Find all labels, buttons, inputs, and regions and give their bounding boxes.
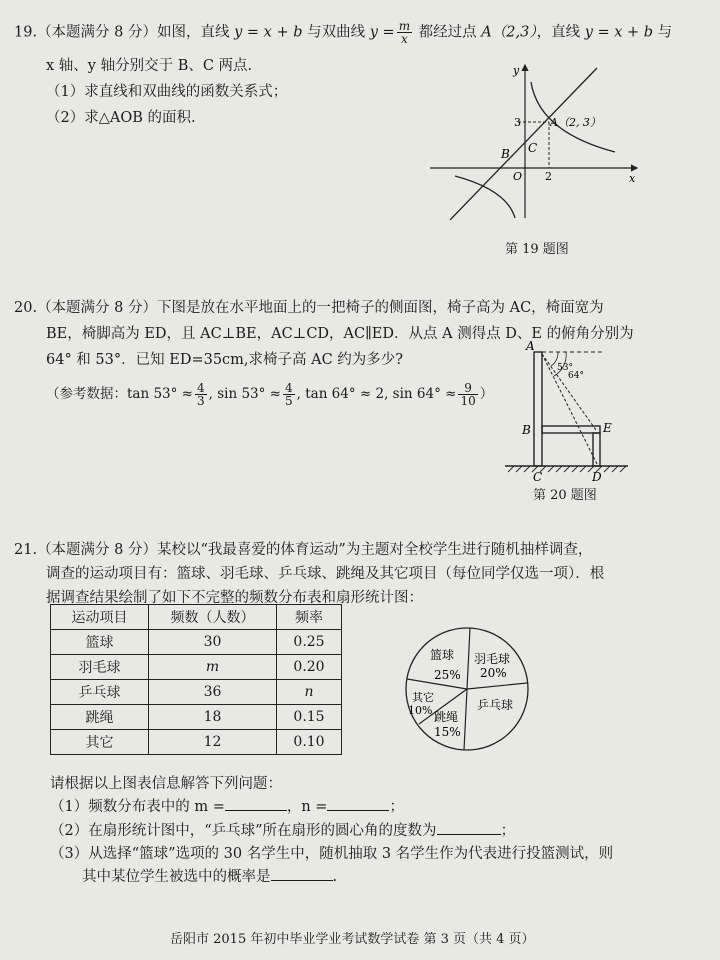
answer-blank-probability[interactable] xyxy=(271,866,333,881)
q19-part2: （2）求△AOB 的面积. xyxy=(46,110,196,126)
q19-header xyxy=(14,20,672,45)
table-cell: 30 xyxy=(149,630,277,655)
answer-blank-n[interactable] xyxy=(327,796,389,811)
q21-prompt: 请根据以上图表信息解答下列问题： xyxy=(50,776,282,792)
q21-line3: 据调查结果绘制了如下不完整的频数分布表和扇形统计图： xyxy=(46,590,423,606)
table-cell: n xyxy=(277,680,342,705)
q19-graph-figure xyxy=(425,60,650,220)
pie-label-basketball: 篮球 xyxy=(430,648,455,662)
table-cell: 0.25 xyxy=(277,630,342,655)
q19-head-d: ，直线 xyxy=(536,24,585,41)
q21-answer-2 xyxy=(50,820,515,841)
angle-label-64: 64° xyxy=(568,371,584,381)
q20-ref-tan64-sin64: , tan 64° ≈ 2, sin 64° ≈ xyxy=(296,386,457,402)
q20-line1-text: （本题满分 8 分）下图是放在水平地面上的一把椅子的侧面图，椅子高为 AC，椅面宽为 xyxy=(37,300,604,316)
q19-point-a: A（2,3） xyxy=(481,24,537,41)
answer-blank-angle[interactable] xyxy=(437,820,501,835)
q21-pie-chart xyxy=(400,625,540,755)
q20-ref-end: ） xyxy=(479,386,494,402)
q19-line2: x 轴、y 轴分别交于 B、C 两点. xyxy=(46,58,253,74)
q21-a2-pre: （2）在扇形统计图中，“乒乓球”所在扇形的圆心角的度数为 xyxy=(50,823,437,839)
q21-line1-text: （本题满分 8 分）某校以“我最喜爱的体育运动”为主题对全校学生进行随机抽样调查， xyxy=(37,542,593,558)
q20-line2: BE，椅脚高为 ED，且 AC⊥BE，AC⊥CD，AC∥ED．从点 A 测得点 D、E 的俯角分别为 xyxy=(46,326,634,342)
x-axis-label: x xyxy=(629,172,636,185)
q19-head-a: （本题满分 8 分）如图，直线 xyxy=(37,24,235,41)
answer-blank-m[interactable] xyxy=(225,796,287,811)
table-cell: 0.10 xyxy=(277,730,342,755)
chair-label-c: C xyxy=(533,470,543,483)
q19-hyperbola-fraction xyxy=(397,20,412,45)
hyperbola-branch-lower xyxy=(455,176,515,218)
q20-f3-num: 9 xyxy=(458,382,477,395)
pie-label-pingpong: 乒乓球 xyxy=(477,698,514,712)
q21-answer-3-line1: （3）从选择“篮球”选项的 30 名学生中，随机抽取 3 名学生作为代表进行投篮测试，则 xyxy=(50,846,614,862)
pie-label-rope: 跳绳 xyxy=(434,710,459,724)
table-cell: 羽毛球 xyxy=(51,655,149,680)
frequency-table xyxy=(50,604,342,755)
q20-line1 xyxy=(14,298,604,318)
pie-divider-bottom xyxy=(464,689,467,750)
q19-head-c: 都经过点 xyxy=(414,24,482,41)
q20-f2-num: 4 xyxy=(285,381,293,395)
pie-divider-right xyxy=(467,683,527,689)
table-header-row xyxy=(51,605,342,630)
q21-a1-end: ； xyxy=(389,799,404,815)
chair-label-b: B xyxy=(522,423,531,437)
q19-line-eq: y = x + b xyxy=(234,24,303,41)
table-cell: 12 xyxy=(149,730,277,755)
chair-back-post xyxy=(534,352,542,466)
q20-reference-data xyxy=(46,382,493,407)
q20-f1-den: 3 xyxy=(197,394,205,408)
table-header-cell: 频率 xyxy=(277,605,342,630)
q20-ref-sin53: , sin 53° ≈ xyxy=(208,386,281,402)
q19-hyperbola-lhs: y = xyxy=(369,24,395,41)
ground-hatch xyxy=(508,466,626,472)
chair-leg xyxy=(593,433,600,466)
q21-number: 21. xyxy=(14,542,38,558)
q20-frac-4-3 xyxy=(195,382,207,407)
table-cell: 跳绳 xyxy=(51,705,149,730)
pie-label-badminton: 羽毛球 xyxy=(474,652,511,666)
table-cell: 0.15 xyxy=(277,705,342,730)
pie-pct-badminton: 20% xyxy=(480,666,507,680)
q20-figure-caption: 第 20 题图 xyxy=(533,488,597,503)
pie-pct-rope: 15% xyxy=(434,725,461,739)
pie-divider-top xyxy=(467,628,470,689)
origin-label: O xyxy=(513,170,523,183)
table-row xyxy=(51,680,342,705)
q19-part1: （1）求直线和双曲线的函数关系式； xyxy=(46,84,288,100)
q20-ref-label: （参考数据： xyxy=(46,386,127,402)
q19-hyp-num: m xyxy=(398,19,411,33)
chair-label-a: A xyxy=(526,339,535,353)
table-cell: 18 xyxy=(149,705,277,730)
q19-hyp-den: x xyxy=(400,32,408,46)
q19-head-b: 与双曲线 xyxy=(302,24,370,41)
q19-head-e: 与 xyxy=(653,24,673,41)
angle-label-53: 53° xyxy=(557,363,573,373)
q20-f2-den: 5 xyxy=(285,394,293,408)
q20-f3-den: 10 xyxy=(460,394,476,408)
table-row xyxy=(51,730,342,755)
point-c-label: C xyxy=(528,141,538,155)
chair-label-d: D xyxy=(592,470,602,483)
y-axis-label: y xyxy=(513,64,520,77)
q21-a3-end: . xyxy=(332,869,338,885)
line-y-x-b xyxy=(450,68,597,220)
q21-answer-3-line2 xyxy=(82,866,337,887)
q21-line2: 调查的运动项目有：篮球、羽毛球、乒乓球、跳绳及其它项目（每位同学仅选一项）．根 xyxy=(46,566,605,582)
pie-label-other: 其它 xyxy=(412,691,434,704)
q21-a1-mid: ，n = xyxy=(286,799,328,815)
tick-3: 3 xyxy=(514,116,521,129)
q20-line3: 64° 和 53°．已知 ED=35cm,求椅子高 AC 约为多少? xyxy=(46,352,404,368)
q20-frac-9-10 xyxy=(458,382,477,407)
chair-label-e: E xyxy=(603,421,612,435)
table-header-cell: 频数（人数） xyxy=(149,605,277,630)
tick-2: 2 xyxy=(545,170,552,183)
chair-seat xyxy=(542,426,600,433)
q20-f1-num: 4 xyxy=(197,381,205,395)
q19-line-eq2: y = x + b xyxy=(584,24,654,41)
q20-frac-4-5 xyxy=(283,382,295,407)
point-b-label: B xyxy=(501,147,510,161)
table-header-cell: 运动项目 xyxy=(51,605,149,630)
q21-a2-end: ； xyxy=(500,823,516,839)
q20-chair-figure xyxy=(500,338,630,483)
q21-answer-1 xyxy=(50,796,404,817)
page-footer: 岳阳市 2015 年初中毕业学业考试数学试卷 第 3 页（共 4 页） xyxy=(170,932,535,947)
q21-a3-pre: 其中某位学生被选中的概率是 xyxy=(82,869,271,885)
q20-number: 20. xyxy=(14,300,38,316)
q21-line1 xyxy=(14,540,592,560)
q19-number: 19. xyxy=(14,24,38,41)
table-cell: 其它 xyxy=(51,730,149,755)
pie-pct-basketball: 25% xyxy=(434,668,461,682)
table-cell: m xyxy=(149,655,277,680)
table-row xyxy=(51,655,342,680)
table-cell: 篮球 xyxy=(51,630,149,655)
q19-figure-caption: 第 19 题图 xyxy=(505,242,569,257)
q20-ref-tan53: tan 53° ≈ xyxy=(127,386,193,402)
table-row xyxy=(51,630,342,655)
table-cell: 36 xyxy=(149,680,277,705)
q21-a1-pre: （1）频数分布表中的 m = xyxy=(50,799,225,815)
point-a-label: A（2, 3） xyxy=(550,116,601,129)
pie-pct-other: 10% xyxy=(408,704,433,717)
table-cell: 0.20 xyxy=(277,655,342,680)
table-row xyxy=(51,705,342,730)
table-cell: 乒乓球 xyxy=(51,680,149,705)
